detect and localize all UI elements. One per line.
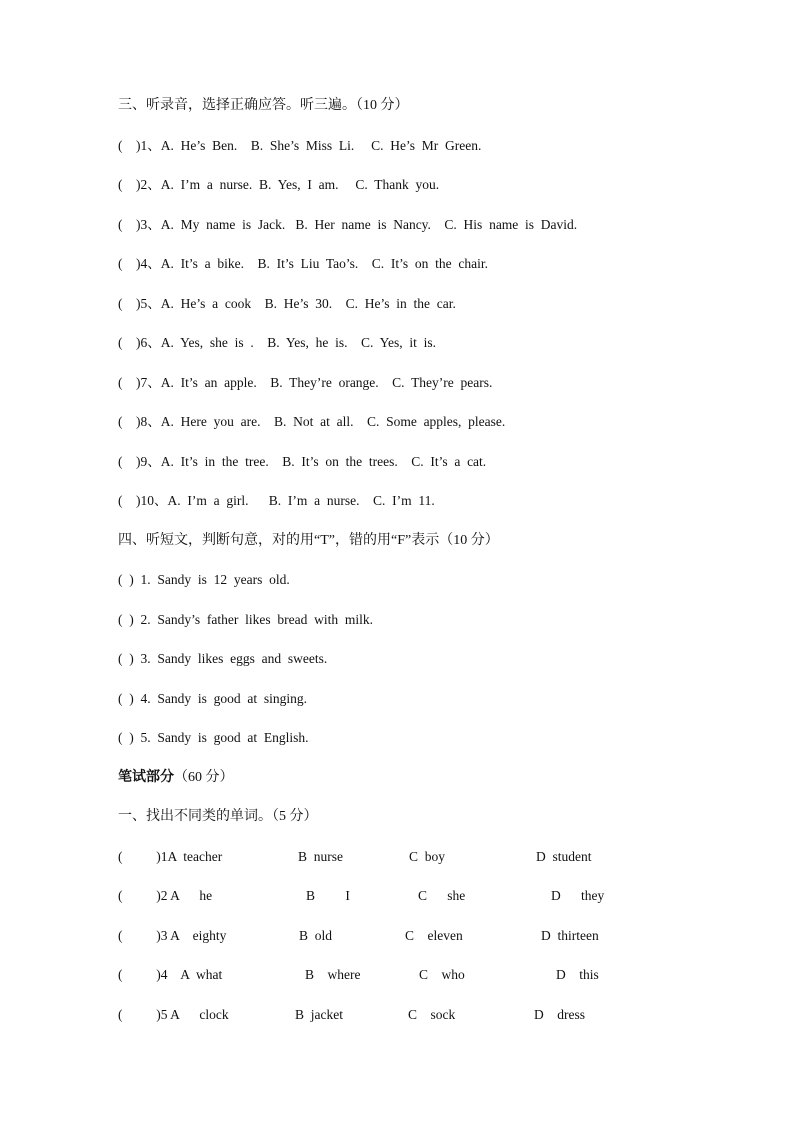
word-option-c: C who: [419, 967, 465, 982]
question-3-2: ( )2、A. I’m a nurse. B. Yes, I am. C. Thank you.: [118, 177, 440, 192]
word-option-c: C sock: [408, 1006, 456, 1022]
written-part-label: 笔试部分: [118, 769, 174, 785]
word-option-b: B nurse: [298, 848, 343, 864]
statement-4-3: ( ) 3. Sandy likes eggs and sweets.: [118, 651, 328, 666]
question-3-8: ( )8、A. Here you are. B. Not at all. C. Some apples, please.: [118, 414, 506, 429]
written-part-title: [118, 768, 758, 808]
word-row-5: [118, 1005, 758, 1045]
word-row-num: ( )4 A what: [118, 967, 223, 982]
word-row-4: [118, 965, 758, 1005]
statement-4-1: ( ) 1. Sandy is 12 years old.: [118, 572, 290, 587]
question-3-6: ( )6、A. Yes, she is . B. Yes, he is. C. Yes, it is.: [118, 335, 437, 350]
question-3-10: ( )10、A. I’m a girl. B. I’m a nurse. C. I’m 11.: [118, 493, 435, 508]
word-option-c: C boy: [409, 848, 446, 864]
section-1-title: 一、找出不同类的单词。（5 分）: [118, 809, 318, 824]
word-row-num: ( )5 A clock: [118, 1006, 229, 1022]
word-option-d: D thirteen: [541, 927, 599, 943]
word-option-b: B jacket: [295, 1006, 343, 1022]
word-option-d: D this: [556, 967, 599, 982]
word-option-d: D dress: [534, 1006, 585, 1022]
question-3-9: ( )9、A. It’s in the tree. B. It’s on the trees. C. It’s a cat.: [118, 453, 487, 469]
word-row-3: [118, 926, 758, 966]
word-option-b: B old: [299, 927, 333, 943]
exam-page: [118, 96, 758, 1044]
section-4-title: 四、听短文，判断句意，对的用“T”，错的用“F”表示（10 分）: [118, 532, 499, 548]
word-row-num: ( )3 A eighty: [118, 927, 227, 943]
word-row-num: ( )1A teacher: [118, 848, 223, 864]
question-3-7: ( )7、A. It’s an apple. B. They’re orange. C. They’re pears.: [118, 374, 493, 390]
question-3-3: ( )3、A. My name is Jack. B. Her name is Nancy. C. His name is David.: [118, 216, 578, 232]
word-option-c: C she: [418, 888, 466, 903]
question-3-4: ( )4、A. It’s a bike. B. It’s Liu Tao’s. C. It’s on the chair.: [118, 256, 489, 271]
written-part-score: （60 分）: [174, 769, 234, 785]
word-option-d: D they: [551, 888, 605, 903]
question-3-5: ( )5、A. He’s a cook B. He’s 30. C. He’s in the car.: [118, 295, 456, 311]
word-option-b: B I: [306, 888, 350, 903]
statement-4-2: ( ) 2. Sandy’s father likes bread with milk.: [118, 611, 373, 627]
word-option-c: C eleven: [405, 927, 463, 943]
word-row-2: [118, 886, 758, 926]
section-3-title: 三、听录音，选择正确应答。听三遍。（10 分）: [118, 98, 409, 113]
question-3-1: ( )1、A. He’s Ben. B. She’s Miss Li. C. He’s Mr Green.: [118, 137, 482, 153]
word-option-d: D student: [536, 848, 592, 864]
word-row-num: ( )2 A he: [118, 888, 213, 903]
word-option-b: B where: [305, 967, 361, 982]
word-row-1: [118, 847, 758, 887]
statement-4-5: ( ) 5. Sandy is good at English.: [118, 730, 309, 745]
statement-4-4: ( ) 4. Sandy is good at singing.: [118, 690, 307, 706]
